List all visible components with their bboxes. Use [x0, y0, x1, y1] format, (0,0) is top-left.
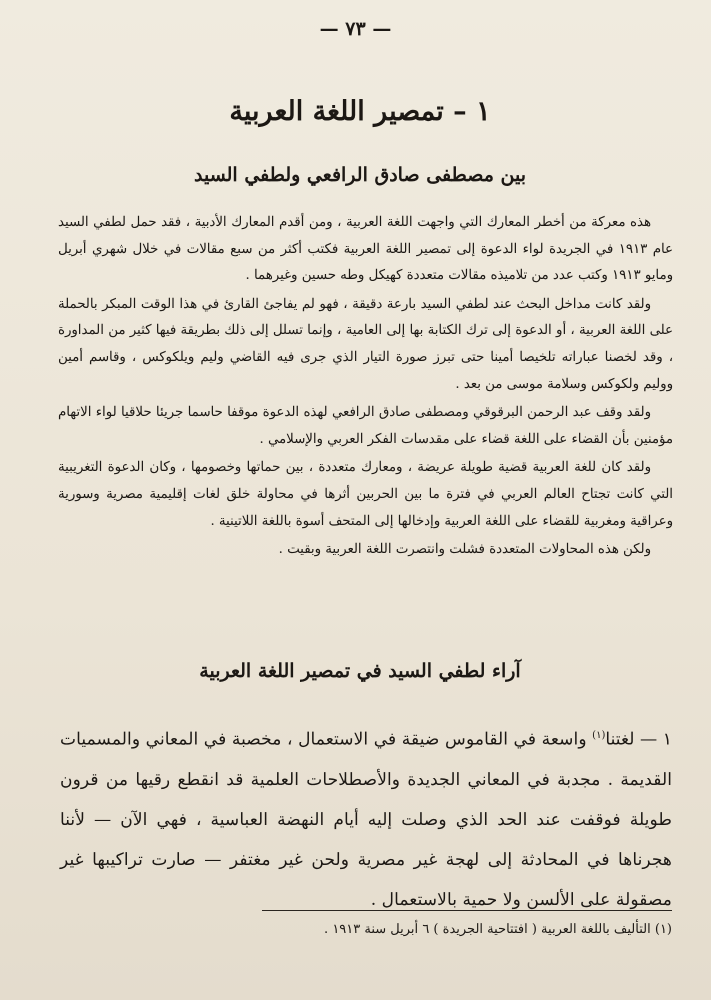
body-text [58, 210, 673, 564]
page-number: — ٧٣ — [319, 18, 392, 40]
footnote-mark: (١) [592, 730, 606, 741]
paragraph: ولقد وقف عبد الرحمن البرقوقي ومصطفى صادق الرافعي لهذه الدعوة موقفا حاسما جريئا حلاقيا لواء الاتهام مؤمنين بأن القضاء على اللغة قضاء على مقدسات الفكر العربي والإسلامي . [58, 405, 673, 447]
footnote: (١) التأليف باللغة العربية ( افتتاحية الجريدة ) ٦ أبريل سنة ١٩١٣ . [324, 922, 672, 937]
section-subtitle: بين مصطفى صادق الرافعي ولطفي السيد [193, 164, 526, 186]
paragraph: ولقد كان للغة العربية قضية طويلة عريضة ، ومعارك متعددة ، بين حماتها وخصومها ، وكان الدعوة التغريبية التي كانت تجتاح العالم العربي في فترة ما بين الحربين أثرها في محاولة خلق لغات إقليمية مصرية وسورية وعراقية ومغربية للقضاء على اللغة العربية وإدخالها إلى المتحف أسوة باللغة اللاتينية . [58, 460, 673, 529]
numbered-list [60, 716, 672, 920]
list-item [60, 716, 672, 920]
paragraph: هذه معركة من أخطر المعارك التي واجهت اللغة العربية ، ومن أقدم المعارك الأدبية ، فقد حمل لطفي السيد عام ١٩١٣ في الجريدة لواء الدعوة إلى تمصير اللغة العربية فكتب أكثر من سبع مقالات في خلال شهري أبريل ومايو ١٩١٣ وكتب عدد من تلاميذه مقالات متعددة كهيكل وطه حسين وغيرهما . [58, 215, 673, 284]
section-title: ١ – تمصير اللغة العربية [229, 96, 491, 127]
list-item-lead: لغتنا [605, 729, 635, 750]
paragraph: ولكن هذه المحاولات المتعددة فشلت وانتصرت اللغة العربية وبقيت . [278, 542, 651, 558]
subsection-heading: آراء لطفي السيد في تمصير اللغة العربية [199, 660, 521, 682]
list-item-text: واسعة في القاموس ضيقة في الاستعمال ، مخصبة في المعاني والمسميات القديمة . مجدبة في المعاني الجديدة والأصطلاحات العلمية قد انقطع رقيها من قرون طويلة فوقفت عند الحد الذي وصلت إليه أيام النهضة العباسية ، فهي الآن — لأننا هجرناها في المحادثة إلى لهجة غير مصرية ولحن غير مغتفر — صارت تراكيبها غير مصقولة على الألسن ولا حمية بالاستعمال . [60, 729, 672, 910]
paragraph: ولقد كانت مداخل البحث عند لطفي السيد بارعة دقيقة ، فهو لم يفاجئ القارئ في هذا الوقت المبكر بالحملة على اللغة العربية ، أو الدعوة إلى ترك الكتابة بها إلى العامية ، وإنما تسلل إلى ذلك بطريقة فيها كثير من المداورة ، وقد لخصنا عباراته تلخيصا أمينا حتى تبرز صورة التيار الذي جرى فيه القاضي وليم ويلكوكس ، وقاسم أمين ووليم ولكوكس وسلامة موسى من بعد . [58, 296, 673, 392]
footnote-divider [262, 910, 672, 911]
list-item-number: ١ — [640, 729, 673, 750]
